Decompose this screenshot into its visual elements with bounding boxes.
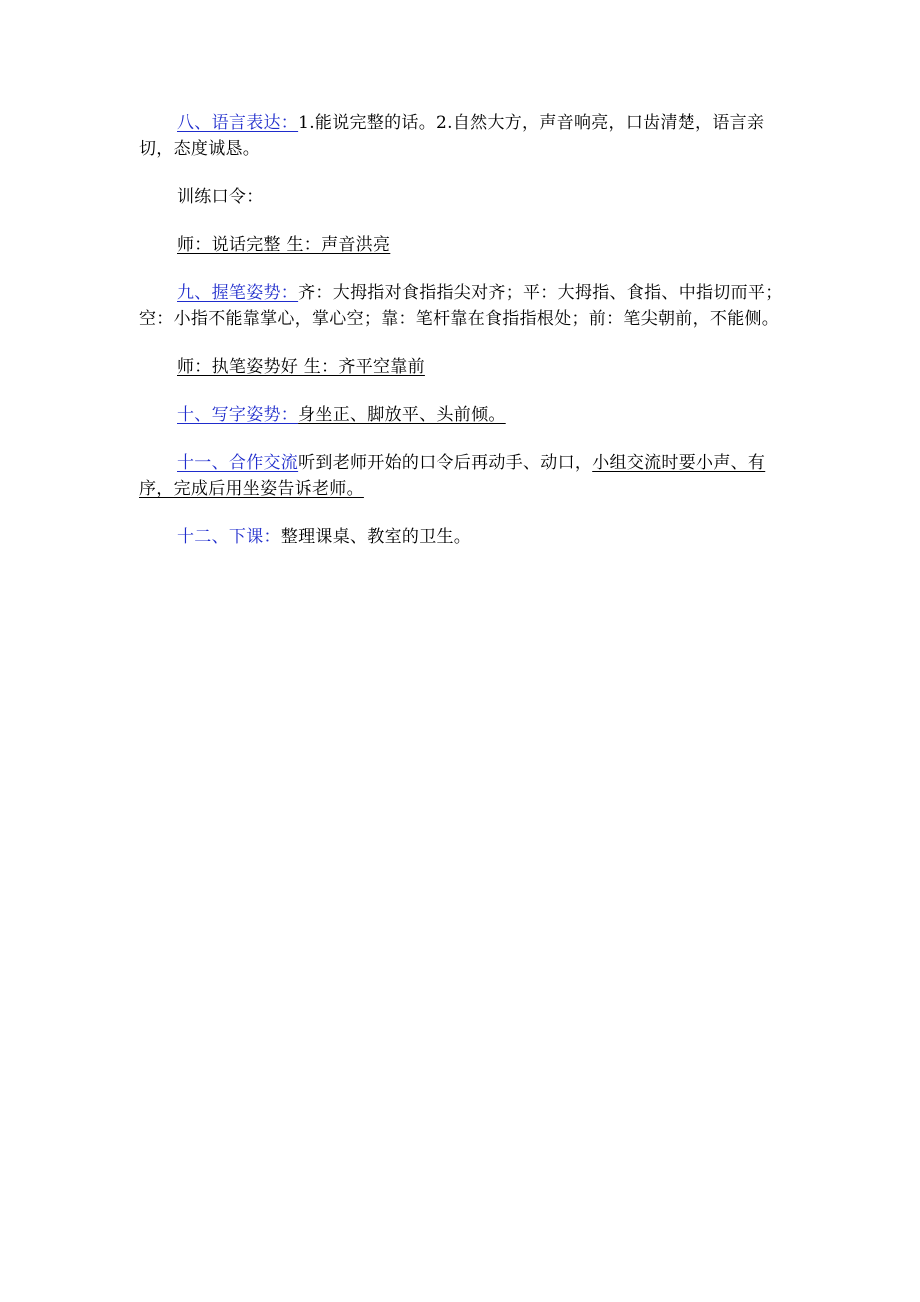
command-pen-grip-text: 师：执笔姿势好 生：齐平空靠前 [177,357,425,377]
command-speaking-text: 师：说话完整 生：声音洪亮 [177,235,391,255]
section-heading: 九、握笔姿势： [177,283,299,303]
section-body: 整理课桌、教室的卫生。 [280,527,472,547]
section-heading: 十一、合作交流 [177,453,299,473]
section-body-a: 听到老师开始的口令后再动手、动口， [298,453,593,473]
section-body: 齐：大拇指对食指指尖对齐；平：大拇指、食指、中指切而平；空：小指不能靠掌心，掌心空；靠：笔杆靠在食指指根处；前：笔尖朝前，不能侧。 [139,283,783,329]
section-language-expression [139,110,794,162]
section-pen-grip [139,280,794,332]
command-speaking [139,232,794,258]
section-body-b: 小组交流时要小声、有序，完成后用坐姿告诉老师。 [139,453,766,499]
document-page [139,110,794,572]
command-title-text: 训练口令： [177,187,264,207]
section-body: 身坐正、脚放平、头前倾。 [298,405,506,425]
command-pen-grip [139,354,794,380]
section-dismissal [139,524,794,550]
section-heading: 十、写字姿势： [177,405,299,425]
section-body: 1.能说完整的话。2.自然大方，声音响亮，口齿清楚，语言亲切，态度诚恳。 [139,113,765,159]
command-title [139,184,794,210]
section-writing-posture [139,402,794,428]
section-heading: 八、语言表达： [177,113,299,133]
section-heading: 十二、下课： [177,527,281,547]
section-cooperation [139,450,794,502]
